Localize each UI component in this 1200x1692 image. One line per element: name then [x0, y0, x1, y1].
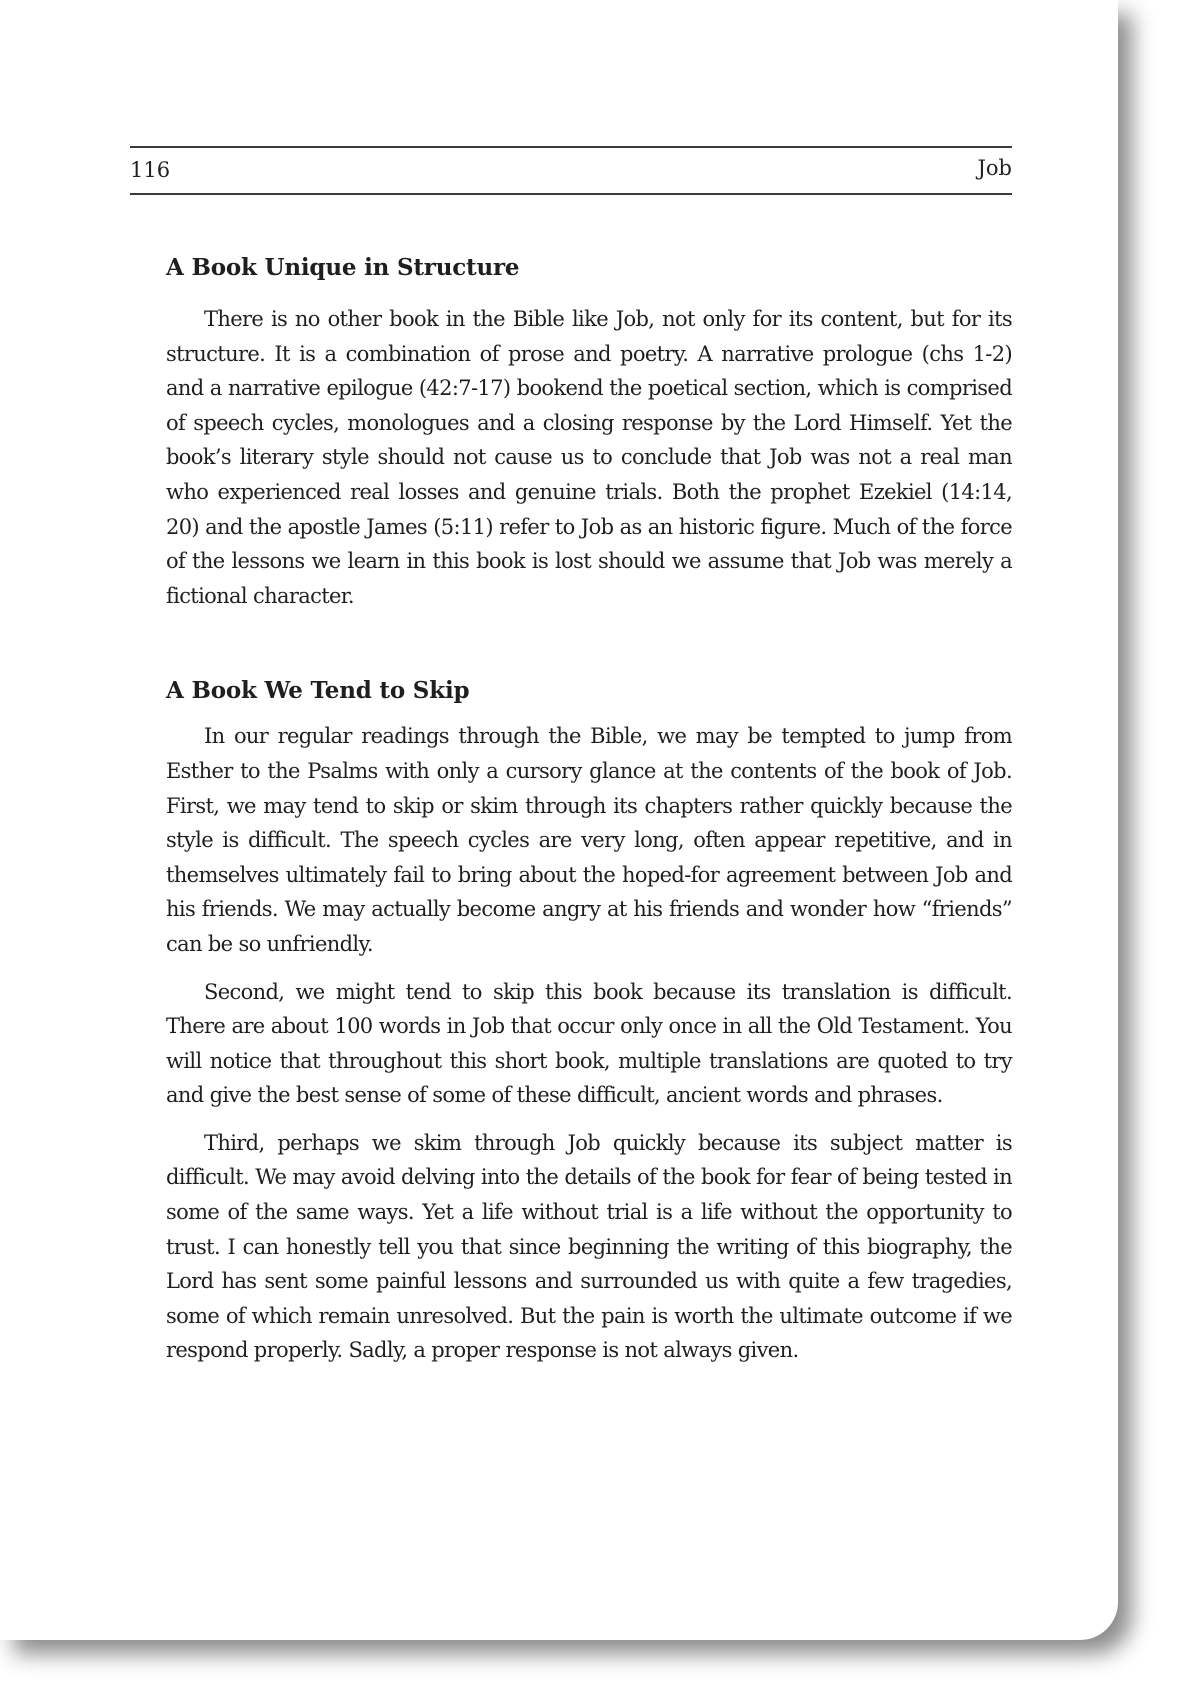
- running-title: Job: [977, 156, 1012, 180]
- page-number: 116: [130, 158, 171, 182]
- paragraph: In our regular readings through the Bible, we may be tempted to jump from Esther to the Psalms with only a cursory glance at the contents of the book of Job. First, we may tend to skip or skim through its chapters rather quickly because the style is difficult. The speech cycles are very long, often appear repetitive, and in themselves ultimately fail to bring about the hoped-for agreement between Job and his friends. We may actually become angry at his friends and wonder how “friends” can be so unfriendly.: [166, 724, 1012, 956]
- section-unique-structure: [166, 252, 1012, 613]
- paragraph: Second, we might tend to skip this book because its translation is difficult. There are about 100 words in Job that occur only once in all the Old Testament. You will notice that throughout this short book, multiple translations are quoted to try and give the best sense of some of these difficult, ancient words and phrases.: [166, 979, 1012, 1108]
- running-header: [130, 146, 1012, 195]
- paragraph: There is no other book in the Bible like Job, not only for its content, but for its structure. It is a combination of prose and poetry. A narrative prologue (chs 1-2) and a narrative epilogue (42:7-17) bookend the poetical section, which is comprised of speech cycles, monologues and a closing response by the Lord Himself. Yet the book’s literary style should not cause us to conclude that Job was not a real man who experienced real losses and genuine trials. Both the prophet Ezekiel (14:14, 20) and the apostle James (5:11) refer to Job as an historic figure. Much of the force of the lessons we learn in this book is lost should we assume that Job was merely a fictional character.: [166, 307, 1012, 608]
- paragraph: Third, perhaps we skim through Job quickly because its subject matter is difficult. We may avoid delving into the details of the book for fear of being tested in some of the same ways. Yet a life without trial is a life without the opportunity to trust. I can honestly tell you that since beginning the writing of this biography, the Lord has sent some painful lessons and surrounded us with quite a few tragedies, some of which remain unresolved. But the pain is worth the ultimate outcome if we respond properly. Sadly, a proper response is not always given.: [166, 1130, 1012, 1363]
- section-tend-to-skip: [166, 675, 1012, 1368]
- section-heading: A Book Unique in Structure: [166, 254, 520, 281]
- page-body: [166, 252, 1012, 1368]
- section-heading: A Book We Tend to Skip: [166, 677, 470, 705]
